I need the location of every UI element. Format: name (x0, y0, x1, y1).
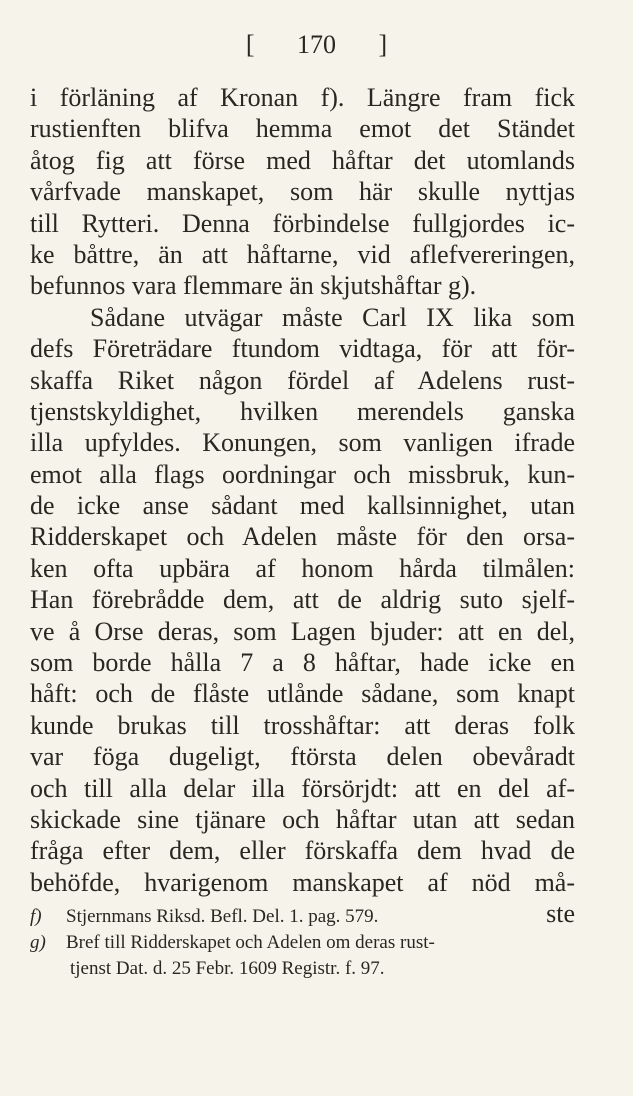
text-line: håft: och de flåste utlånde sådane, som knapt (30, 679, 575, 709)
text-line: befunnos vara flemmare än skjutshåftar g). (30, 271, 477, 301)
text-line: tjenstskyldighet, hvilken merendels ganska (30, 396, 575, 426)
page-header (0, 30, 633, 60)
text-line: de icke anse sådant med kallsinnighet, utan (30, 491, 575, 521)
page-number: 170 (297, 30, 336, 59)
footnote-mark: f) (30, 906, 42, 927)
footnote-g (30, 930, 605, 956)
header-bracket-right: ] (378, 30, 388, 59)
text-line: Sådane utvägar måste Carl IX lika som (90, 302, 575, 332)
text-line: kunde brukas till trosshåftar: att deras folk (30, 710, 575, 740)
text-line: defs Företrädare ftundom vidtaga, för att för- (30, 334, 575, 364)
footnote-text: Bref till Ridderskapet och Adelen om deras rust- (66, 932, 435, 953)
text-line: ke båttre, än att håftarne, vid aflefvereringen, (30, 239, 575, 269)
catchword: ste (546, 899, 575, 929)
text-line: emot alla flags oordningar och missbruk, kun- (30, 459, 575, 489)
text-line: Ridderskapet och Adelen måste för den orsa- (30, 522, 575, 552)
footnote-f (30, 904, 605, 930)
text-line: rustienften blifva hemma emot det Ständet (30, 114, 575, 144)
text-line: behöfde, hvarigenom manskapet af nöd må- (30, 867, 575, 897)
text-line: som borde hålla 7 a 8 håftar, hade icke en (30, 648, 575, 678)
text-line: skaffa Riket någon fördel af Adelens rust- (30, 365, 575, 395)
text-line: ken ofta upbära af honom hårda tilmålen: (30, 553, 575, 583)
main-text (30, 82, 575, 930)
text-line: Han förebrådde dem, att de aldrig suto sjelf- (30, 585, 575, 615)
footnote-mark: g) (30, 932, 46, 953)
text-line: vårfvade manskapet, som här skulle nyttjas (30, 177, 575, 207)
footnotes (30, 904, 605, 982)
text-line: i förläning af Kronan f). Längre fram fick (30, 83, 575, 112)
text-line: åtog fig att förse med håftar det utomlands (30, 145, 575, 175)
text-line: ve å Orse deras, som Lagen bjuder: att en del, (30, 616, 575, 646)
text-line: skickade sine tjänare och håftar utan att sedan (30, 804, 575, 834)
text-line: var föga dugeligt, ftörsta delen obevåradt (30, 742, 575, 772)
text-line: fråga efter dem, eller förskaffa dem hvad de (30, 836, 575, 866)
text-line: och till alla delar illa försörjdt: att en del af- (30, 773, 575, 803)
footnote-text: tjenst Dat. d. 25 Febr. 1609 Registr. f. 97. (70, 958, 385, 979)
header-bracket-left: [ (245, 30, 255, 59)
text-line: illa upfyldes. Konungen, som vanligen ifrade (30, 428, 575, 458)
footnote-text: Stjernmans Riksd. Befl. Del. 1. pag. 579. (66, 906, 379, 927)
text-line: till Rytteri. Denna förbindelse fullgjordes ic- (30, 208, 575, 238)
